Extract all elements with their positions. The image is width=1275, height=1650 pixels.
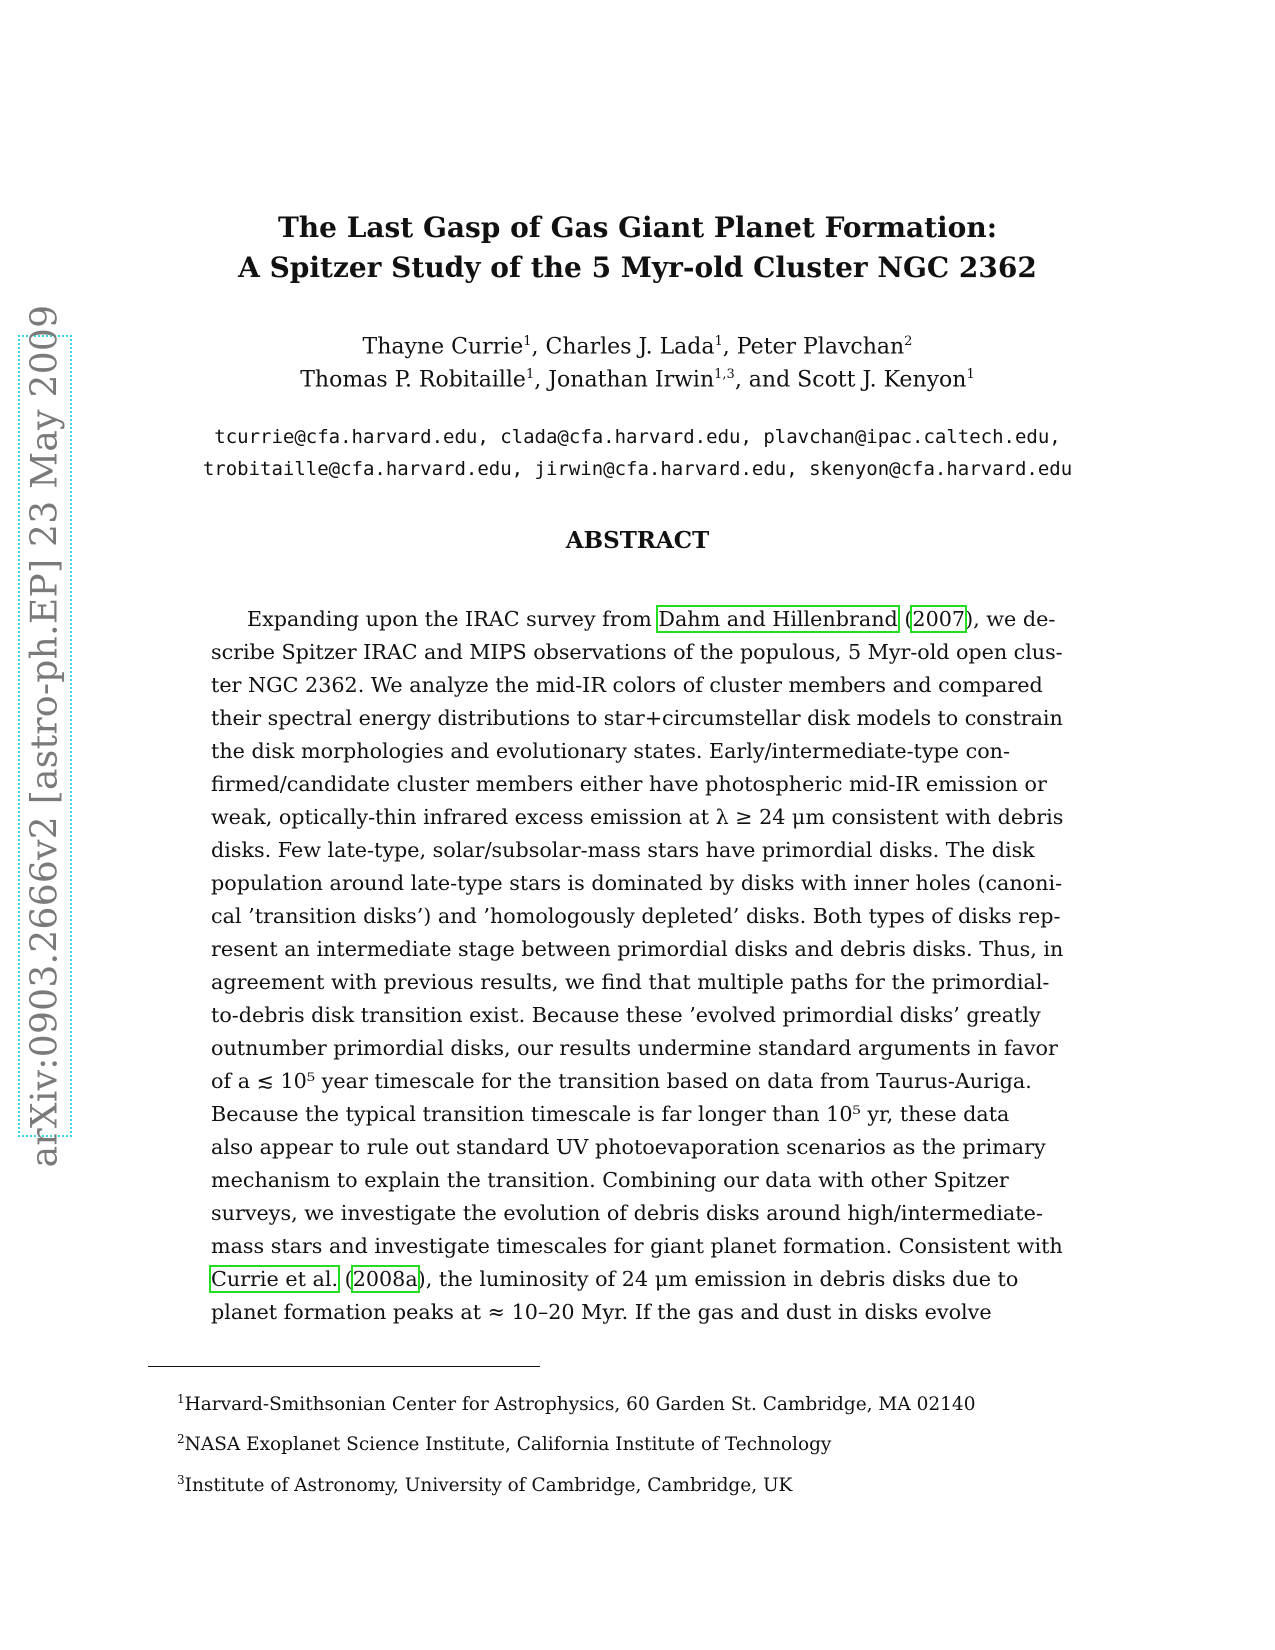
affiliation-mark: 1 <box>523 334 532 349</box>
abstract-heading: ABSTRACT <box>565 527 710 554</box>
abstract-line: mass stars and investigate timescales for giant planet formation. Consistent with <box>211 1234 1063 1258</box>
author-separator: , <box>722 334 737 360</box>
author-separator: , <box>534 367 549 393</box>
abstract-line: their spectral energy distributions to star+circumstellar disk models to constrain <box>211 706 1063 730</box>
email-list-line-1: tcurrie@cfa.harvard.edu, clada@cfa.harvard.edu, plavchan@ipac.caltech.edu, <box>214 426 1061 448</box>
author-separator: , and <box>734 367 798 393</box>
abstract-line <box>211 1263 1063 1296</box>
footnote-affiliation-3 <box>177 1467 792 1499</box>
abstract-line: planet formation peaks at ≈ 10–20 Myr. If the gas and dust in disks evolve <box>211 1300 992 1324</box>
abstract-line: outnumber primordial disks, our results undermine standard arguments in favor <box>211 1036 1058 1060</box>
abstract-line: population around late-type stars is dominated by disks with inner holes (canoni- <box>211 871 1063 895</box>
author-list-line-2 <box>0 358 1275 397</box>
author-separator: , <box>531 334 546 360</box>
footnote-affiliation-1 <box>177 1386 975 1418</box>
abstract-line: to-debris disk transition exist. Because these ’evolved primordial disks’ greatly <box>211 1003 1041 1027</box>
abstract-line: Because the typical transition timescale is far longer than 10⁵ yr, these data <box>211 1102 1010 1126</box>
paper-title-line-2: A Spitzer Study of the 5 Myr-old Cluster NGC 2362 <box>238 251 1037 284</box>
abstract-line: agreement with previous results, we find that multiple paths for the primordial- <box>211 970 1050 994</box>
footnote-text: NASA Exoplanet Science Institute, California Institute of Technology <box>184 1434 832 1456</box>
footnote-rule <box>148 1366 540 1367</box>
affiliation-mark: 2 <box>904 334 913 349</box>
citation-link-author[interactable]: Currie et al. <box>211 1267 339 1291</box>
abstract-line: resent an intermediate stage between primordial disks and debris disks. Thus, in <box>211 937 1064 961</box>
abstract-text: ( <box>897 607 913 631</box>
abstract-text: ( <box>338 1267 353 1291</box>
author-name: Charles J. Lada <box>545 334 715 360</box>
abstract-line <box>211 603 1063 636</box>
abstract-line: mechanism to explain the transition. Combining our data with other Spitzer <box>211 1168 1009 1192</box>
abstract-line: the disk morphologies and evolutionary states. Early/intermediate-type con- <box>211 739 1010 763</box>
footnote-text: Institute of Astronomy, University of Cambridge, Cambridge, UK <box>184 1475 793 1497</box>
citation-link-year[interactable]: 2007 <box>912 607 966 631</box>
abstract-line: also appear to rule out standard UV photoevaporation scenarios as the primary <box>211 1135 1046 1159</box>
affiliation-mark: 1 <box>966 367 975 382</box>
footnote-text: Harvard-Smithsonian Center for Astrophysics, 60 Garden St. Cambridge, MA 02140 <box>184 1394 976 1416</box>
arxiv-identifier-text: arXiv:0903.2666v2 [astro-ph.EP] 23 May 2009 <box>24 304 66 1168</box>
abstract-line: ter NGC 2362. We analyze the mid-IR colors of cluster members and compared <box>211 673 1043 697</box>
author-name: Peter Plavchan <box>736 334 905 360</box>
abstract-line: of a ≲ 10⁵ year timescale for the transition based on data from Taurus-Auriga. <box>211 1069 1032 1093</box>
affiliation-mark: 1,3 <box>714 367 735 382</box>
affiliation-mark: 1 <box>525 367 535 382</box>
author-name: Thomas P. Robitaille <box>300 367 526 393</box>
footnote-mark: 1 <box>177 1392 185 1406</box>
abstract-line: disks. Few late-type, solar/subsolar-mass stars have primordial disks. The disk <box>211 838 1035 862</box>
author-name: Jonathan Irwin <box>548 367 715 393</box>
citation-link-year[interactable]: 2008a <box>352 1267 418 1291</box>
abstract-line: weak, optically-thin infrared excess emission at λ ≥ 24 μm consistent with debris <box>211 805 1064 829</box>
affiliation-mark: 1 <box>714 334 723 349</box>
footnote-mark: 3 <box>177 1473 185 1487</box>
footnote-mark: 2 <box>177 1432 185 1446</box>
author-name: Thayne Currie <box>362 334 524 360</box>
abstract-body <box>211 603 1063 1329</box>
abstract-text: Expanding upon the IRAC survey from <box>247 607 659 631</box>
paper-title-line-1: The Last Gasp of Gas Giant Planet Formation: <box>277 211 998 244</box>
abstract-line: surveys, we investigate the evolution of debris disks around high/intermediate- <box>211 1201 1043 1225</box>
citation-link-author[interactable]: Dahm and Hillenbrand <box>658 607 898 631</box>
abstract-text: ), the luminosity of 24 μm emission in debris disks due to <box>417 1267 1019 1291</box>
footnote-affiliation-2 <box>177 1426 831 1458</box>
abstract-line: firmed/candidate cluster members either have photospheric mid-IR emission or <box>211 772 1047 796</box>
author-name: Scott J. Kenyon <box>797 367 967 393</box>
abstract-line: scribe Spitzer IRAC and MIPS observations of the populous, 5 Myr-old open clus- <box>211 640 1063 664</box>
abstract-text: ), we de- <box>965 607 1056 631</box>
email-list-line-2: trobitaille@cfa.harvard.edu, jirwin@cfa.harvard.edu, skenyon@cfa.harvard.edu <box>202 458 1073 480</box>
abstract-line: cal ’transition disks’) and ’homologously depleted’ disks. Both types of disks rep- <box>211 904 1061 928</box>
